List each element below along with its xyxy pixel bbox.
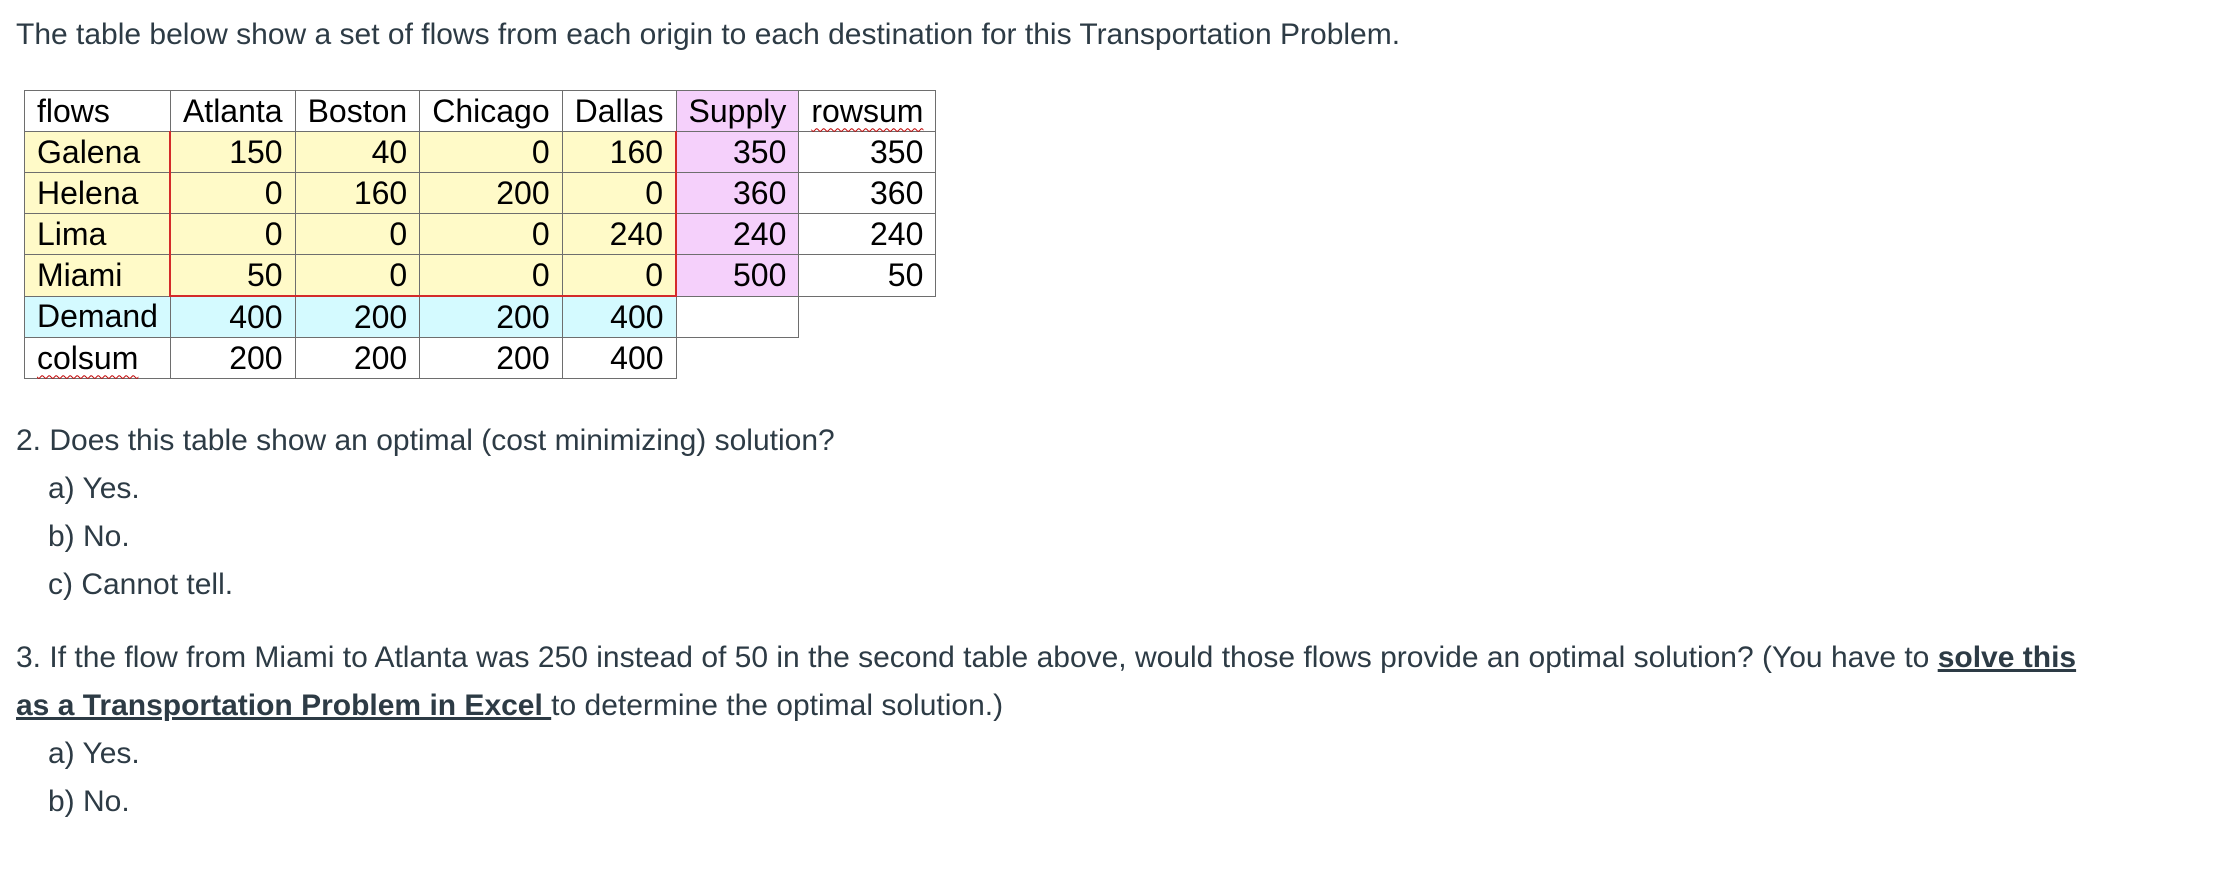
flow-cell: 0 xyxy=(420,132,562,173)
colsum-cell: 200 xyxy=(170,338,295,379)
header-supply: Supply xyxy=(676,91,799,132)
demand-cell: 200 xyxy=(420,296,562,338)
empty-cell xyxy=(799,296,936,338)
q2-option-c[interactable]: c) Cannot tell. xyxy=(48,568,234,601)
empty-cell xyxy=(676,338,799,379)
flow-cell: 150 xyxy=(170,132,295,173)
header-flows: flows xyxy=(25,91,171,132)
flow-cell: 50 xyxy=(170,255,295,297)
demand-row xyxy=(25,296,936,338)
q3-option-b[interactable]: b) No. xyxy=(48,785,130,818)
row-label-lima: Lima xyxy=(25,214,171,255)
flow-cell: 40 xyxy=(295,132,420,173)
colsum-cell: 200 xyxy=(420,338,562,379)
rowsum-cell: 50 xyxy=(799,255,936,297)
row-label-demand: Demand xyxy=(25,296,171,338)
table-row xyxy=(25,214,936,255)
flow-cell: 160 xyxy=(562,132,676,173)
table-row xyxy=(25,255,936,297)
question-2: 2. Does this table show an optimal (cost minimizing) solution? xyxy=(16,424,835,457)
supply-cell: 360 xyxy=(676,173,799,214)
colsum-cell: 200 xyxy=(295,338,420,379)
header-dallas: Dallas xyxy=(562,91,676,132)
header-rowsum: rowsum xyxy=(799,91,936,132)
colsum-row xyxy=(25,338,936,379)
table-row xyxy=(25,132,936,173)
flow-cell: 240 xyxy=(562,214,676,255)
excel-link-part-2[interactable]: as a Transportation Problem in Excel xyxy=(16,689,552,722)
q2-option-b[interactable]: b) No. xyxy=(48,520,130,553)
empty-cell xyxy=(799,338,936,379)
flow-cell: 160 xyxy=(295,173,420,214)
question-3-line-2 xyxy=(16,686,1003,726)
flow-cell: 0 xyxy=(562,173,676,214)
table-row xyxy=(25,173,936,214)
flow-cell: 0 xyxy=(295,214,420,255)
header-boston: Boston xyxy=(295,91,420,132)
demand-cell: 400 xyxy=(170,296,295,338)
flows-table xyxy=(24,90,936,379)
question-3-text-a: 3. If the flow from Miami to Atlanta was 250 instead of 50 in the second table above, would those flows provide an optimal solution? (You have to xyxy=(16,641,1938,674)
empty-cell xyxy=(676,296,799,338)
flow-cell: 200 xyxy=(420,173,562,214)
flow-cell: 0 xyxy=(295,255,420,297)
row-label-colsum: colsum xyxy=(25,338,171,379)
rowsum-cell: 360 xyxy=(799,173,936,214)
demand-cell: 200 xyxy=(295,296,420,338)
flow-cell: 0 xyxy=(170,173,295,214)
excel-link-part-1[interactable]: solve this xyxy=(1937,641,2077,674)
flow-cell: 0 xyxy=(562,255,676,297)
question-3-line-1 xyxy=(16,638,2076,678)
rowsum-cell: 350 xyxy=(799,132,936,173)
supply-cell: 350 xyxy=(676,132,799,173)
question-3-text-b: to determine the optimal solution.) xyxy=(551,689,1004,722)
supply-cell: 240 xyxy=(676,214,799,255)
intro-text: The table below show a set of flows from each origin to each destination for this Transportation Problem. xyxy=(16,18,1401,51)
row-label-galena: Galena xyxy=(25,132,171,173)
flow-cell: 0 xyxy=(170,214,295,255)
rowsum-cell: 240 xyxy=(799,214,936,255)
flow-cell: 0 xyxy=(420,214,562,255)
header-atlanta: Atlanta xyxy=(170,91,295,132)
q3-option-a[interactable]: a) Yes. xyxy=(48,737,140,770)
table-header-row xyxy=(25,91,936,132)
colsum-cell: 400 xyxy=(562,338,676,379)
flow-cell: 0 xyxy=(420,255,562,297)
row-label-miami: Miami xyxy=(25,255,171,297)
q2-option-a[interactable]: a) Yes. xyxy=(48,472,140,505)
demand-cell: 400 xyxy=(562,296,676,338)
header-chicago: Chicago xyxy=(420,91,562,132)
supply-cell: 500 xyxy=(676,255,799,297)
row-label-helena: Helena xyxy=(25,173,171,214)
